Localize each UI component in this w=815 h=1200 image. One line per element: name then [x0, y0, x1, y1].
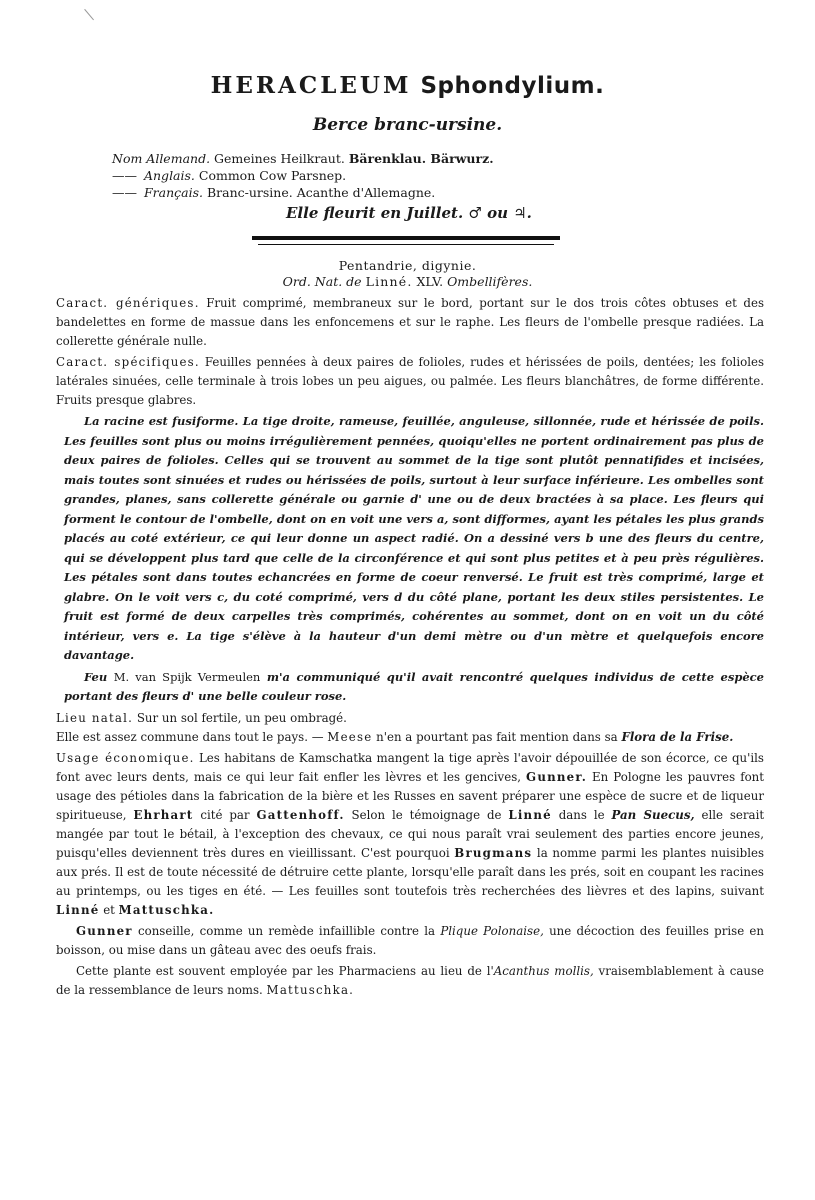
plant-title: [0, 72, 815, 99]
author-name: Mattuschka.: [266, 982, 355, 997]
author-name: Gattenhoff.: [256, 807, 345, 822]
french-name: Berce branc-ursine.: [312, 115, 503, 135]
section-label: Lieu natal.: [56, 710, 134, 725]
name-value: Common Cow Parsnep.: [198, 168, 347, 183]
work-title: Flora de la Frise.: [621, 729, 734, 744]
main-text: [56, 294, 764, 1002]
author-name: Gunner.: [526, 769, 587, 784]
author-name: Gunner: [76, 923, 133, 938]
name-dash: ——: [112, 185, 137, 200]
order-prefix: Ord. Nat. de: [282, 274, 362, 289]
author-name: Brugmans: [454, 845, 533, 860]
generic-characters: [56, 294, 764, 351]
name-row-german: [112, 150, 494, 167]
section-label: Caract. spécifiques.: [56, 355, 200, 369]
order-author: Linné.: [365, 274, 413, 289]
remedy: Gunner conseille, comme un remède infaillible contre la Plique Polonaise, une décoction des feuilles prise en boisson, ou mise dans un gâteau avec des oeufs frais.: [56, 923, 765, 957]
genus-name: HERACLEUM: [210, 72, 412, 99]
linnaean-class: Pentandrie, digynie.: [338, 258, 477, 273]
name-row-french: [112, 184, 494, 201]
name-label: Anglais.: [143, 168, 195, 183]
natural-order: [0, 274, 815, 289]
species-name: Sphondylium.: [420, 73, 605, 99]
section-text: Fruit comprimé, membraneux sur le bord, portant sur le dos trois côtes obtuses et des bandelettes en forme de massue dans les enfoncemens et sur le raphe. Les fleurs de l'ombelle presque radiées. La collerette générale nulle.: [56, 296, 765, 348]
duration-symbols: ♂ ou ♃.: [468, 204, 532, 222]
flowering-time: [286, 204, 532, 222]
section-text: Sur un sol fertile, un peu ombragé.: [136, 710, 347, 725]
vernacular-names: [112, 150, 494, 201]
order-family: Ombellifères.: [447, 274, 533, 289]
order-number: XLV.: [416, 274, 444, 289]
author-name: Mattuschka.: [118, 902, 215, 917]
disease-name: Plique Polonaise,: [440, 923, 544, 938]
work-title: Pan Suecus,: [611, 807, 695, 822]
pharmacy-use: Cette plante est souvent employée par les Pharmaciens au lieu de l'Acanthus mollis, vraisemblablement à cause de la ressemblance de leurs noms. Mattuschka.: [56, 963, 764, 997]
heavy-divider: [252, 236, 560, 240]
colour-variant-note: Feu M. van Spijk Vermeulen m'a communiqué qu'il avait rencontré quelques individus de cette espèce portant des fleurs d' une belle couleur rose.: [64, 669, 765, 703]
author-name: Meese: [327, 729, 373, 744]
specific-characters: [56, 353, 764, 410]
person-name: M. van Spijk Vermeulen: [113, 669, 261, 684]
name-row-english: [112, 167, 494, 184]
section-label: Caract. génériques.: [56, 296, 200, 310]
page-mark: [84, 6, 98, 21]
flowering-text: Elle fleurit en Juillet.: [286, 204, 464, 222]
habitat: Lieu natal. Sur un sol fertile, un peu ombragé. Elle est assez commune dans tout le pays. — Meese n'en a pourtant pas fait mention dans sa Flora de la Frise.: [56, 710, 734, 744]
plant-description: La racine est fusiforme. La tige droite, rameuse, feuillée, anguleuse, sillonnée, rude et hérissée de poils. Les feuilles sont plus ou moins irrégulièrement pennées, quoiqu'elles ne portent ordinairement pas plus de deux paires de folioles. Celles qui se trouvent au sommet de la tige sont plutôt pennatifides et incisées, mais toutes sont sinuées et rudes ou hérissées de poils, surtout à leur surface inférieure. Les ombelles sont grandes, planes, sans collerette générale ou garnie d' une ou de deux bractées à sa place. Les fleurs qui forment le contour de l'ombelle, dont on en voit une vers a, sont difformes, ayant les pétales les plus grands placés au coté extérieur, ce qui leur donne un aspect radié. On a dessiné vers b une des fleurs du centre, qui se développent plus tard que celle de la circonférence et qui sont plus petites et à peu près régulières. Les pétales sont dans toutes echancrées en forme de coeur renversé. Le fruit est très comprimé, large et glabre. On le voit vers c, du coté comprimé, vers d du côté plane, portant les deux stiles persistentes. Le fruit est formé de deux carpelles très comprimés, cohérentes au sommet, dont on en voit un du côté intérieur, vers e. La tige s'élève à la hauteur d'un demi mètre ou d'un mètre et quelquefois encore davantage.: [64, 414, 764, 662]
name-dash: ——: [112, 168, 137, 183]
name-value: Branc-ursine. Acanthe d'Allemagne.: [206, 185, 436, 200]
thin-divider: [258, 244, 554, 245]
author-name: Linné: [508, 807, 552, 822]
name-label: Français.: [143, 185, 203, 200]
section-text: Feuilles pennées à deux paires de folioles, rudes et hérissées de poils, dentées; les folioles latérales sinuées, celle terminale à trois lobes un peu aigues, ou palmée. Les fleurs blanchâtres, de forme différente. Fruits presque glabres.: [56, 355, 764, 407]
name-label: Nom Allemand.: [112, 151, 211, 166]
name-value-bold: Bärenklau. Bärwurz.: [348, 151, 494, 166]
author-name: Linné: [56, 902, 100, 917]
author-name: Ehrhart: [133, 807, 194, 822]
name-value: Gemeines Heilkraut.: [214, 151, 345, 166]
section-label: Usage économique.: [56, 750, 195, 765]
plant-name: Acanthus mollis,: [493, 963, 594, 978]
economic-usage: Usage économique. Les habitans de Kamschatka mangent la tige après l'avoir dépouillée de son écorce, ce qu'ils font avec leurs dents, mais ce qui leur fait enfler les lèvres et les gencives, Gunner. En Pologne les pauvres font usage des pétioles dans la fabrication de la bière et les Russes en savent préparer une espèce de sucre et de liqueur spiritueuse, Ehrhart cité par Gattenhoff. Selon le témoignage de Linné dans le Pan Suecus, elle serait mangée par tout le bétail, à l'exception des chevaux, ce qui nous paraît vrai seulement des parties encore jeunes, puisqu'elles deviennent très dures en vieillissant. C'est pourquoi Brugmans la nomme parmi les plantes nuisibles aux prés. Il est de toute nécessité de détruire cette plante, lorsqu'elle paraît dans les prés, soit en coupant les racines au printemps, ou les tiges en été. — Les feuilles sont toutefois très recherchées des lièvres et des lapins, suivant Linné et Mattuschka.: [56, 750, 765, 917]
